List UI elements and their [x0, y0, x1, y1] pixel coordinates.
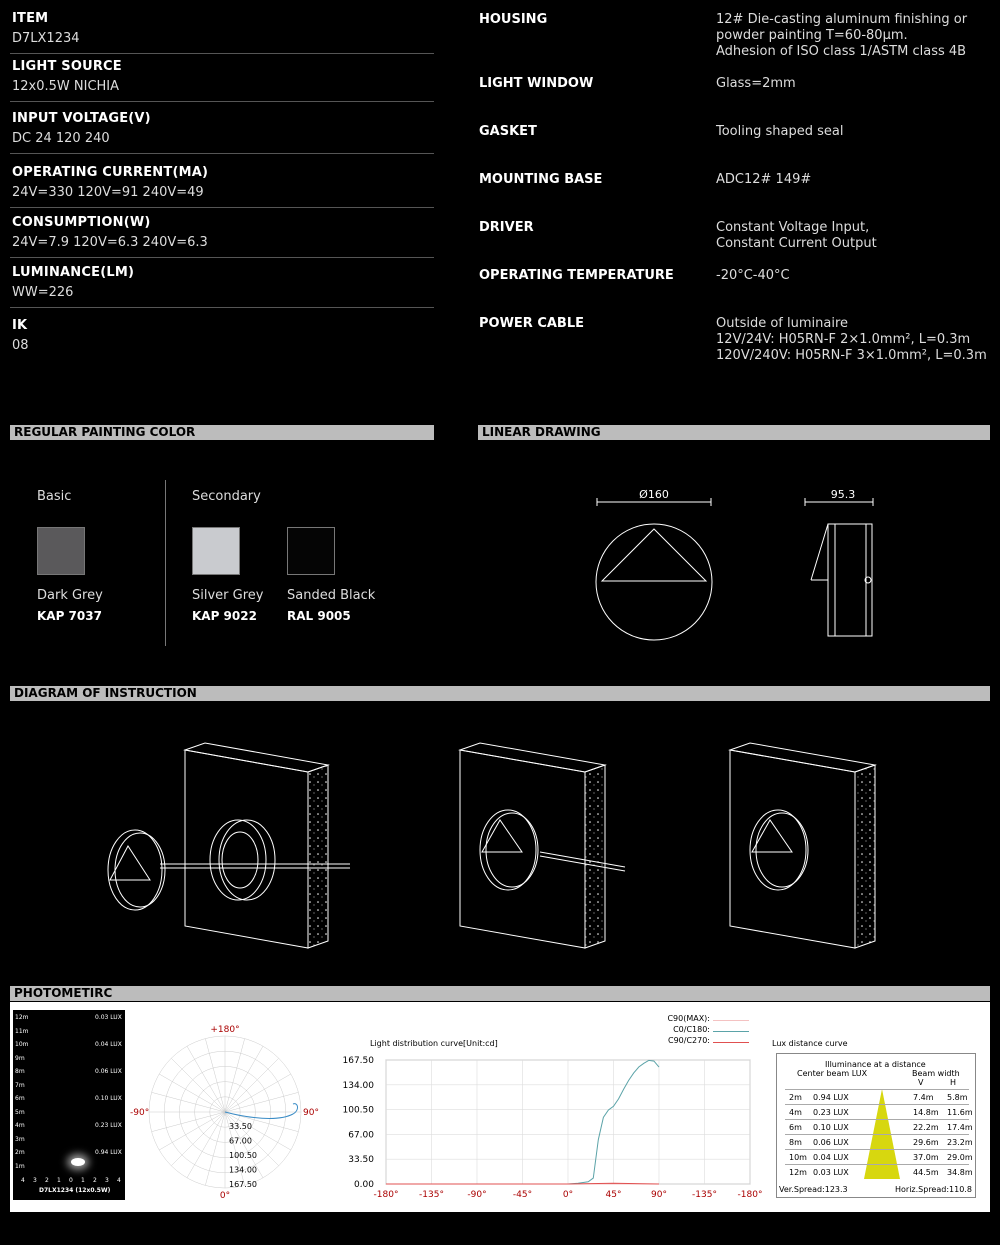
color-name: Dark Grey: [37, 588, 103, 603]
lux-x-tick: 4: [117, 1177, 121, 1184]
secondary-label: Secondary: [192, 489, 261, 504]
lux-cell-lux: 0.04 LUX: [813, 1153, 849, 1162]
spec-value: 08: [12, 338, 29, 353]
polar-spoke: [225, 1039, 245, 1112]
lux-distance-label: 9m: [15, 1054, 25, 1062]
spec-value-line: Constant Voltage Input,: [716, 220, 870, 235]
photometric-panel: [10, 1002, 990, 1212]
distribution-chart: [328, 1050, 768, 1210]
y-tick-label: 100.50: [342, 1105, 374, 1116]
spec-label: CONSUMPTION(W): [12, 215, 151, 230]
legend-swatch: [713, 1042, 749, 1043]
x-tick-label: 0°: [562, 1190, 574, 1200]
lux-distance-label: 4m: [15, 1122, 25, 1129]
section-instruction: DIAGRAM OF INSTRUCTION: [10, 686, 990, 701]
lux-cell-d: 4m: [789, 1108, 802, 1117]
polar-spoke: [205, 1039, 225, 1112]
spec-value: 12x0.5W NICHIA: [12, 79, 120, 94]
polar-right-label: 90°: [303, 1108, 319, 1118]
lux-x-tick: 1: [81, 1177, 85, 1184]
lux-x-tick: 4: [21, 1177, 25, 1184]
lux-cell-v: 37.0m: [913, 1153, 939, 1162]
lux-cell-h: 29.0m: [947, 1153, 973, 1162]
spec-divider: [10, 207, 434, 208]
lux-table-row: [785, 1149, 973, 1164]
lux-cell-v: 22.2m: [913, 1123, 939, 1132]
polar-spoke: [225, 1092, 298, 1112]
color-code: KAP 7037: [37, 609, 102, 623]
swatch-silver-grey: [192, 527, 240, 575]
legend-swatch: [713, 1020, 749, 1021]
spec-divider: [10, 53, 434, 54]
lux-cell-lux: 0.03 LUX: [813, 1168, 849, 1177]
lux-table-row: [785, 1134, 973, 1149]
lux-table-h: H: [950, 1078, 957, 1087]
legend-entry: C0/C180:: [673, 1025, 710, 1034]
lux-cell-h: 11.6m: [947, 1108, 973, 1117]
spec-label: LIGHT WINDOW: [479, 76, 594, 91]
polar-spoke: [225, 1046, 263, 1112]
lux-table-heading: Illuminance at a distance: [825, 1060, 926, 1069]
y-tick-label: 33.50: [348, 1155, 374, 1166]
lux-cell-d: 10m: [789, 1153, 807, 1162]
spec-value-line: Adhesion of ISO class 1/ASTM class 4B: [716, 44, 967, 59]
lux-distance-label: 2m: [15, 1149, 25, 1156]
lux-cell-d: 12m: [789, 1168, 807, 1177]
spec-label: IK: [12, 318, 28, 333]
section-linear-drawing: LINEAR DRAWING: [478, 425, 990, 440]
spec-value: 24V=7.9 120V=6.3 240V=6.3: [12, 235, 208, 250]
spec-value-line: Outside of luminaire: [716, 316, 848, 331]
spec-label: LIGHT SOURCE: [12, 59, 122, 74]
lux-table-row: [785, 1164, 973, 1179]
color-code: RAL 9005: [287, 609, 351, 623]
lux-distance-label: 3m: [15, 1135, 25, 1143]
spec-label: ITEM: [12, 11, 49, 26]
spec-label: LUMINANCE(LM): [12, 265, 135, 280]
lux-table-row: [785, 1119, 973, 1134]
y-tick-label: 134.00: [342, 1080, 374, 1091]
polar-bottom-label: 0°: [219, 1191, 231, 1201]
basic-label: Basic: [37, 489, 72, 504]
polar-spoke: [205, 1112, 225, 1185]
spec-value-line: powder painting T=60-80μm.: [716, 28, 908, 43]
spec-value-line: Tooling shaped seal: [716, 124, 844, 139]
spec-value-line: -20°C-40°C: [716, 268, 790, 283]
lux-x-tick: 1: [57, 1177, 61, 1184]
swatch-dark-grey: [37, 527, 85, 575]
lux-table-col1: Center beam LUX: [797, 1069, 868, 1078]
y-tick-label: 67.00: [348, 1130, 374, 1141]
lux-cell-lux: 0.23 LUX: [813, 1108, 849, 1117]
spec-value: D7LX1234: [12, 31, 80, 46]
linear-drawing: [560, 480, 920, 650]
spec-divider: [10, 307, 434, 308]
lux-x-tick: 2: [93, 1177, 97, 1184]
spec-label: INPUT VOLTAGE(V): [12, 111, 151, 126]
x-tick-label: 90°: [651, 1190, 667, 1200]
x-tick-label: -45°: [512, 1190, 533, 1200]
x-tick-label: -180°: [373, 1190, 399, 1200]
spec-label: POWER CABLE: [479, 316, 585, 331]
polar-spoke: [225, 1058, 279, 1112]
lux-cell-h: 34.8m: [947, 1168, 973, 1177]
swatch-sanded-black: [287, 527, 335, 575]
spec-label: MOUNTING BASE: [479, 172, 603, 187]
spec-label: GASKET: [479, 124, 537, 139]
color-name: Silver Grey: [192, 588, 264, 603]
lux-cell-v: 44.5m: [913, 1168, 939, 1177]
lux-cell-lux: 0.94 LUX: [813, 1093, 849, 1102]
lux-cell-h: 5.8m: [947, 1093, 968, 1102]
lux-level-label: 0.04 LUX: [95, 1041, 122, 1048]
lux-distance-label: 6m: [15, 1095, 25, 1102]
legend-swatch: [713, 1031, 749, 1032]
polar-spoke: [152, 1092, 225, 1112]
install-step-1: [108, 743, 350, 948]
color-code: KAP 9022: [192, 609, 257, 623]
lux-caption: D7LX1234 (12x0.5W): [39, 1187, 111, 1194]
polar-spoke: [225, 1074, 291, 1112]
instruction-diagram: [100, 740, 980, 950]
spec-value-line: 12V/24V: H05RN-F 2×1.0mm², L=0.3m: [716, 332, 971, 347]
lux-cell-d: 2m: [789, 1093, 802, 1102]
polar-left-label: -90°: [130, 1108, 150, 1118]
spec-divider: [10, 101, 434, 102]
curve-title: Light distribution curve[Unit:cd]: [370, 1039, 498, 1048]
lux-distance-label: 10m: [15, 1041, 29, 1048]
color-divider: [165, 480, 166, 646]
depth-dimension: 95.3: [830, 488, 856, 501]
lux-x-tick: 3: [33, 1177, 37, 1184]
spec-value-line: Constant Current Output: [716, 236, 877, 251]
lux-cell-v: 14.8m: [913, 1108, 939, 1117]
polar-spoke: [171, 1058, 225, 1112]
x-tick-label: -180°: [737, 1190, 763, 1200]
lux-cell-d: 8m: [789, 1138, 802, 1147]
polar-ring-label: 167.50: [229, 1180, 257, 1189]
lux-x-tick: 0: [69, 1177, 73, 1184]
x-tick-label: -90°: [467, 1190, 487, 1200]
section-photometric: PHOTOMETIRC: [10, 986, 990, 1001]
lux-cell-v: 29.6m: [913, 1138, 939, 1147]
lux-level-label: 0.06 LUX: [95, 1068, 122, 1075]
spec-value-line: 120V/240V: H05RN-F 3×1.0mm², L=0.3m: [716, 348, 987, 363]
spec-value: WW=226: [12, 285, 74, 300]
lux-distance-label: 12m: [15, 1014, 29, 1021]
lux-cell-lux: 0.10 LUX: [813, 1123, 849, 1132]
section-painting-color: REGULAR PAINTING COLOR: [10, 425, 434, 440]
spec-divider: [10, 153, 434, 154]
lux-image: [13, 1010, 125, 1200]
lux-table-col2: Beam width: [912, 1069, 960, 1078]
lux-x-tick: 2: [45, 1177, 49, 1184]
polar-top-label: +180°: [210, 1025, 240, 1035]
front-view: [596, 498, 712, 640]
lux-table-row: [785, 1089, 969, 1104]
hor-spread: Horiz.Spread:110.8: [895, 1185, 972, 1194]
lux-distance-label: 11m: [15, 1027, 29, 1035]
lux-glow: [71, 1158, 85, 1166]
install-step-3: [730, 743, 875, 948]
lux-cell-v: 7.4m: [913, 1093, 934, 1102]
lux-level-label: 0.94 LUX: [95, 1149, 122, 1156]
spec-label: OPERATING CURRENT(MA): [12, 165, 209, 180]
spec-value-line: Glass=2mm: [716, 76, 796, 91]
lux-level-label: 0.10 LUX: [95, 1095, 122, 1102]
lux-table: [776, 1053, 976, 1198]
lux-table-title: Lux distance curve: [772, 1039, 848, 1048]
polar-ring-label: 33.50: [229, 1122, 252, 1131]
lux-cell-lux: 0.06 LUX: [813, 1138, 849, 1147]
polar-chart: [128, 1022, 328, 1212]
lux-cell-d: 6m: [789, 1123, 802, 1132]
lux-distance-label: 8m: [15, 1068, 25, 1075]
spec-value: 24V=330 120V=91 240V=49: [12, 185, 204, 200]
spec-label: OPERATING TEMPERATURE: [479, 268, 674, 283]
lux-cell-h: 23.2m: [947, 1138, 973, 1147]
color-name: Sanded Black: [287, 588, 376, 603]
y-tick-label: 0.00: [353, 1180, 374, 1190]
lux-distance-label: 1m: [15, 1162, 25, 1170]
polar-ring-label: 67.00: [229, 1136, 252, 1146]
y-tick-label: 167.50: [342, 1056, 374, 1066]
polar-spoke: [152, 1112, 225, 1132]
lux-table-row: [785, 1104, 973, 1119]
legend-entry: C90/C270:: [667, 1036, 710, 1045]
lux-table-v: V: [918, 1078, 924, 1087]
spec-value-line: 12# Die-casting aluminum finishing or: [716, 12, 968, 27]
polar-spoke: [171, 1112, 225, 1166]
x-tick-label: -135°: [419, 1190, 444, 1200]
x-tick-label: 45°: [605, 1190, 622, 1200]
install-step-2: [460, 743, 625, 948]
polar-ring-label: 134.00: [229, 1165, 257, 1175]
lux-level-label: 0.03 LUX: [95, 1014, 122, 1021]
legend-entry: C90(MAX):: [667, 1014, 710, 1023]
lux-distance-label: 5m: [15, 1108, 25, 1116]
polar-ring-label: 100.50: [229, 1151, 257, 1160]
polar-spoke: [187, 1046, 225, 1112]
polar-spoke: [159, 1112, 225, 1150]
polar-spoke: [159, 1074, 225, 1112]
spec-label: DRIVER: [479, 220, 534, 235]
side-view: [805, 498, 873, 636]
spec-value: DC 24 120 240: [12, 131, 110, 146]
spec-label: HOUSING: [479, 12, 548, 27]
lux-level-label: 0.23 LUX: [95, 1122, 122, 1129]
spec-divider: [10, 257, 434, 258]
spec-value-line: ADC12# 149#: [716, 172, 812, 187]
polar-spoke: [187, 1112, 225, 1178]
lux-distance-label: 7m: [15, 1081, 25, 1089]
x-tick-label: -135°: [692, 1190, 717, 1200]
lux-x-tick: 3: [105, 1177, 109, 1184]
ver-spread: Ver.Spread:123.3: [779, 1185, 848, 1194]
lux-cell-h: 17.4m: [947, 1123, 973, 1132]
diameter-dimension: Ø160: [639, 488, 669, 501]
